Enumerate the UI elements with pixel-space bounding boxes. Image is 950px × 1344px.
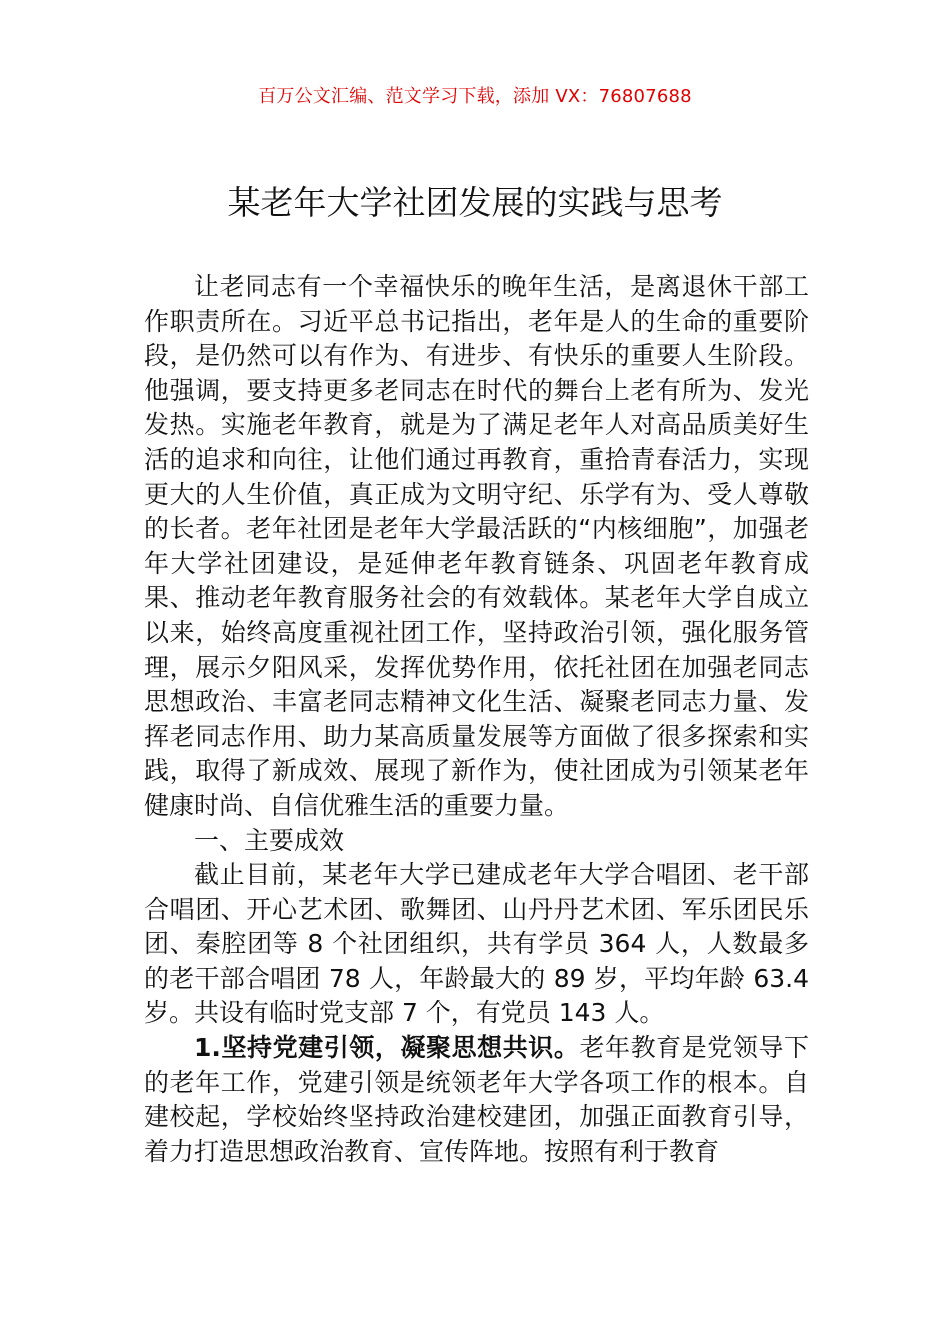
point1-text: 老年教育是党领导下的老年工作，党建引领是统领老年大学各项工作的根本。自建校起，学校始终坚持政治建校建团，加强正面教育引导，着力打造思想政治教育、宣传阵地。按照有利于教育 bbox=[144, 1033, 809, 1166]
section-heading: 一、主要成效 bbox=[194, 825, 345, 855]
stats-paragraph: 截止目前，某老年大学已建成老年大学合唱团、老干部合唱团、开心艺术团、歌舞团、山丹丹艺术团、军乐团民乐团、秦腔团等 8 个社团组织，共有学员 364 人，人数最多的老干部合唱团 78 人，年龄最大的 89 岁，平均年龄 63.4 岁。共设有临时党支部 7 个，有党员 143 人。 bbox=[144, 860, 809, 1028]
header-note: 百万公文汇编、范文学习下载，添加 VX：76807688 bbox=[258, 86, 692, 107]
point1-lead: 1.坚持党建引领，凝聚思想共识。 bbox=[194, 1033, 580, 1063]
intro-paragraph: 让老同志有一个幸福快乐的晚年生活，是离退休干部工作职责所在。习近平总书记指出，老年是人的生命的重要阶段，是仍然可以有作为、有进步、有快乐的重要人生阶段。他强调，要支持更多老同志在时代的舞台上老有所为、发光发热。实施老年教育，就是为了满足老年人对高品质美好生活的追求和向往，让他们通过再教育，重拾青春活力，实现更大的人生价值，真正成为文明守纪、乐学有为、受人尊敬的长者。老年社团是老年大学最活跃的“内核细胞”，加强老年大学社团建设，是延伸老年教育链条、巩固老年教育成果、推动老年教育服务社会的有效载体。某老年大学自成立以来，始终高度重视社团工作，坚持政治引领，强化服务管理，展示夕阳风采，发挥优势作用，依托社团在加强老同志思想政治、丰富老同志精神文化生活、凝聚老同志力量、发挥老同志作用、助力某高质量发展等方面做了很多探索和实践，取得了新成效、展现了新作为，使社团成为引领某老年健康时尚、自信优雅生活的重要力量。 bbox=[144, 272, 809, 820]
document-body bbox=[144, 270, 809, 1169]
document-title: 某老年大学社团发展的实践与思考 bbox=[227, 183, 723, 222]
point1-paragraph bbox=[144, 1031, 809, 1169]
